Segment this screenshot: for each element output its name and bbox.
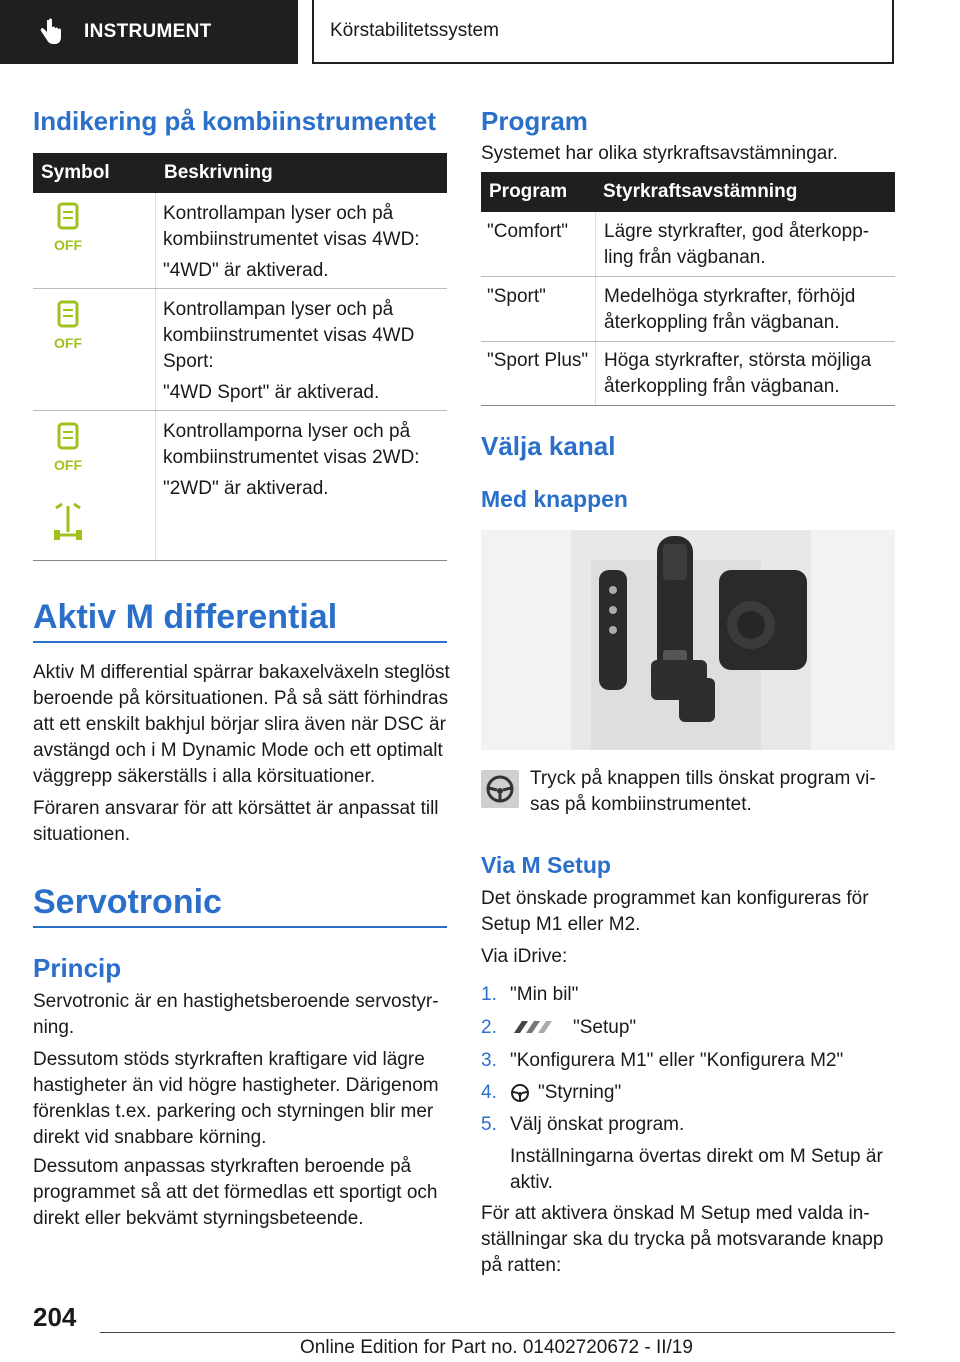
program-column-header: Program — [489, 181, 568, 202]
row-divider — [33, 410, 447, 411]
indicator-table-title: Indikering på kombiinstrumentet — [33, 106, 437, 136]
edition-note: Online Edition for Part no. 01402720672 - II/19 — [300, 1337, 693, 1358]
step-text: "Min bil" — [510, 984, 579, 1005]
msetup-paragraph-2: Via iDrive: — [481, 946, 568, 967]
valja-kanal-title: Välja kanal — [481, 431, 616, 461]
step-number: 3. — [481, 1050, 497, 1071]
steering-wheel-icon — [481, 770, 519, 808]
msetup-paragraph-1: Det önskade programmet kan konfigureras för Setup M1 eller M2. — [481, 888, 869, 935]
icon-off-text: OFF — [54, 237, 82, 252]
servotronic-title: Servotronic — [33, 883, 222, 921]
row-divider — [481, 276, 895, 277]
row-divider — [33, 288, 447, 289]
aktiv-m-differential-title: Aktiv M differential — [33, 598, 338, 636]
warning-off-icon — [50, 300, 86, 350]
page-topic: Körstabilitetssystem — [330, 20, 499, 41]
aktiv-paragraph-2: Föraren ansvarar för att körsättet är anpassat till situationen. — [33, 798, 439, 845]
program-sport-desc: Medelhöga styrkrafter, förhöjd återkoppling från vägbanan. — [604, 286, 856, 333]
step-text: "Styrning" — [538, 1082, 622, 1103]
center-console-photo — [481, 530, 895, 750]
table-divider — [595, 212, 596, 405]
tuning-column-header: Styrkraftsavstämning — [603, 181, 798, 202]
table-divider — [155, 193, 156, 560]
step-number: 1. — [481, 984, 497, 1005]
step-5-note: Inställningarna övertas direkt om M Setup är aktiv. — [510, 1146, 883, 1193]
section-tab-label: INSTRUMENT — [84, 21, 212, 42]
description-column-header: Beskrivning — [164, 162, 273, 183]
program-comfort: "Comfort" — [487, 221, 569, 242]
row-1-description: Kontrollampan lyser och på kombiinstrumentet visas 4WD: — [163, 203, 420, 250]
via-m-setup-title: Via M Setup — [481, 852, 611, 878]
drivetrain-2wd-icon — [52, 500, 84, 542]
row-2-description: Kontrollampan lyser och på kombiinstrumentet visas 4WD Sport: — [163, 299, 415, 372]
row-2-status: "4WD Sport" är aktiverad. — [163, 382, 380, 403]
step-text: Välj önskat program. — [510, 1114, 685, 1135]
program-intro: Systemet har olika styrkraftsavstämningar. — [481, 143, 838, 164]
heading-underline — [33, 641, 447, 643]
page-topic-header — [312, 0, 894, 64]
table-bottom-rule — [33, 560, 447, 561]
icon-off-text: OFF — [54, 457, 82, 472]
steering-icon — [510, 1083, 530, 1103]
servo-paragraph-2: Dessutom stöds styrkraften kraftigare vid lägre hastigheter än vid högre hastigheter. Därigenom förenklas t.ex. parkering och styrningen blir mer direkt vid snabbare körning. — [33, 1049, 439, 1148]
med-knappen-title: Med knappen — [481, 486, 628, 512]
program-sport-plus-desc: Höga styrkrafter, största möjliga återkoppling från vägbanan. — [604, 350, 872, 397]
table-bottom-rule — [481, 405, 895, 406]
row-divider — [481, 341, 895, 342]
symbol-column-header: Symbol — [41, 162, 110, 183]
row-1-status: "4WD" är aktiverad. — [163, 260, 329, 281]
step-text: "Konfigurera M1" eller "Konfigurera M2" — [510, 1050, 844, 1071]
footer-rule — [100, 1332, 895, 1333]
page-number: 204 — [33, 1302, 77, 1332]
final-paragraph: För att aktivera önskad M Setup med valda inställningar ska du trycka på motsvarande knapp på ratten: — [481, 1203, 884, 1276]
warning-off-icon — [50, 202, 86, 252]
program-sport-plus: "Sport Plus" — [487, 350, 589, 371]
servo-paragraph-1: Servotronic är en hastighetsberoende servostyrning. — [33, 991, 439, 1038]
warning-off-icon — [50, 422, 86, 472]
princip-title: Princip — [33, 953, 122, 983]
step-number: 5. — [481, 1114, 497, 1135]
step-number: 4. — [481, 1082, 497, 1103]
section-tab[interactable] — [0, 0, 298, 64]
program-title: Program — [481, 106, 588, 136]
step-text: "Setup" — [573, 1017, 637, 1038]
heading-underline — [33, 926, 447, 928]
program-table-header — [481, 172, 895, 212]
m-setup-icon — [510, 1019, 564, 1035]
hand-pointer-icon — [38, 18, 64, 46]
indicator-table-header — [33, 153, 447, 193]
program-sport: "Sport" — [487, 286, 546, 307]
button-hint: Tryck på knappen tills önskat program visas på kombiinstrumentet. — [530, 768, 876, 815]
icon-off-text: OFF — [54, 335, 82, 350]
servo-paragraph-3: Dessutom anpassas styrkraften beroende på programmet så att det förmedlas ett sportigt och direkt eller bekvämt styrningsbeteende. — [33, 1156, 438, 1229]
aktiv-paragraph-1: Aktiv M differential spärrar bakaxelväxeln steglöst beroende på körsituationen. På så sätt förhindras att ett enskilt bakhjul börjar slira även när DSC är avstängd och i M Dynamic Mode och ett optimalt väggrepp säkerställs i alla körsituationer. — [33, 662, 450, 787]
step-number: 2. — [481, 1017, 497, 1038]
row-3-description: Kontrollamporna lyser och på kombiinstrumentet visas 2WD: — [163, 421, 420, 468]
row-3-status: "2WD" är aktiverad. — [163, 478, 329, 499]
program-comfort-desc: Lägre styrkrafter, god återkoppling från vägbanan. — [604, 221, 870, 268]
